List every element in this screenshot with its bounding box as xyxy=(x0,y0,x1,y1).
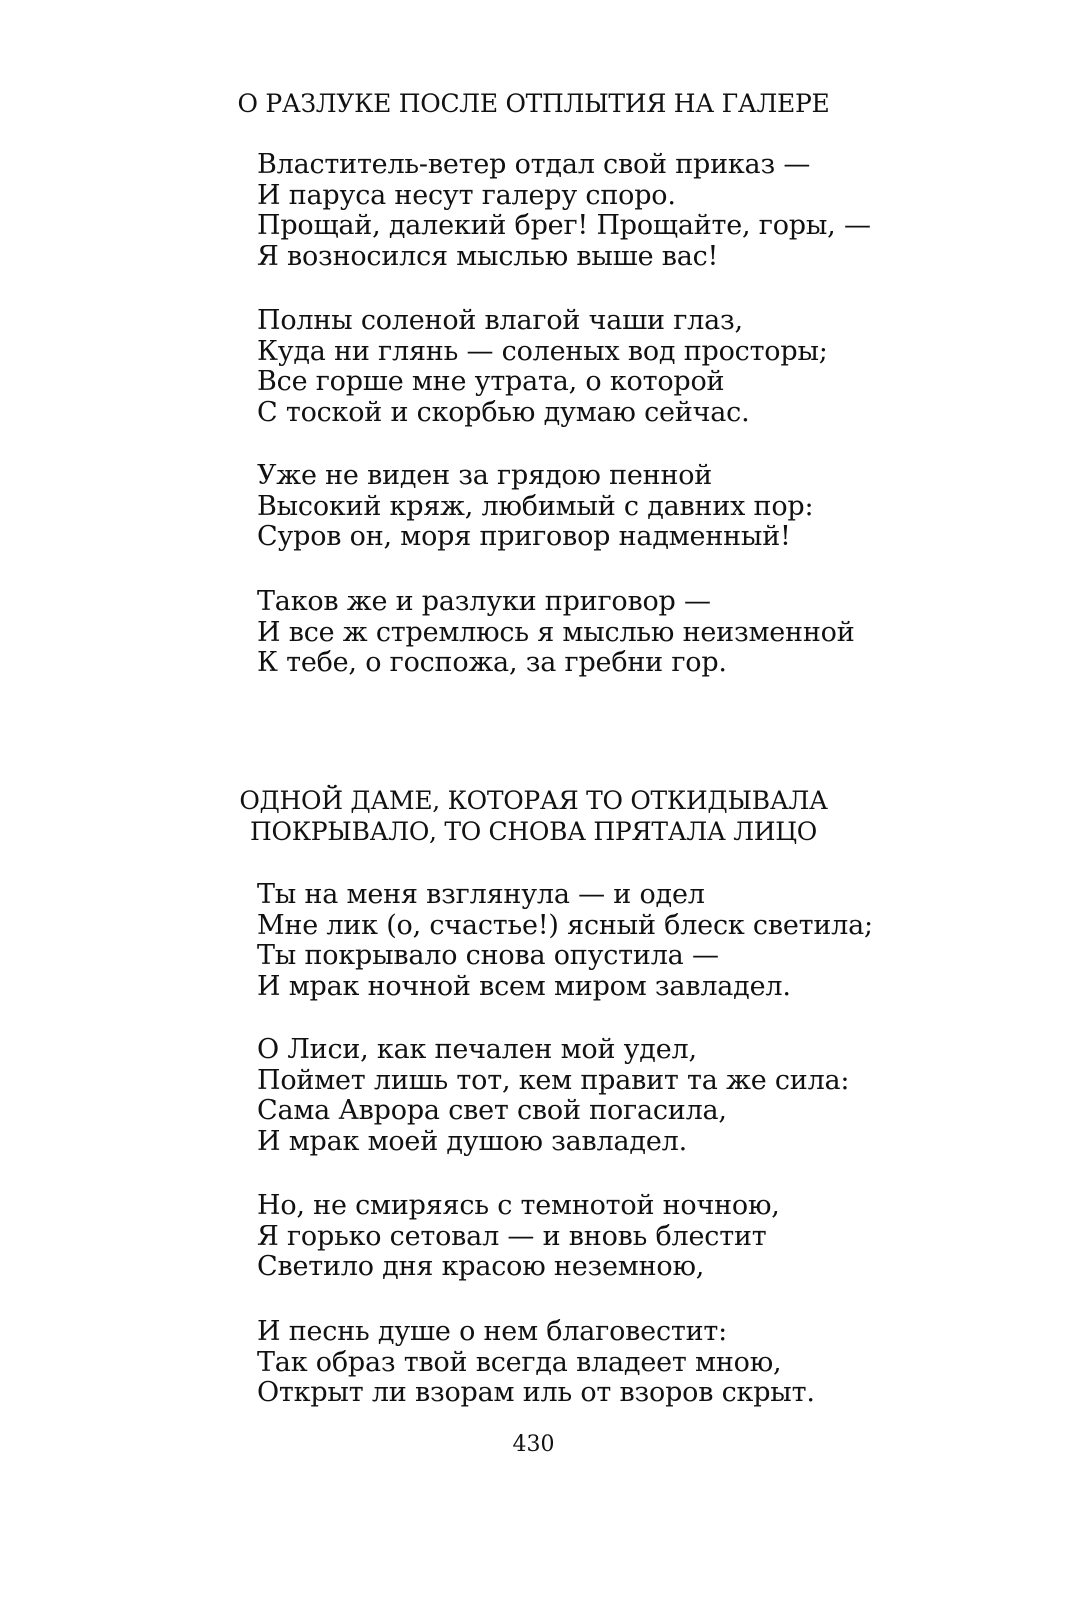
stanza xyxy=(257,1191,780,1283)
stanza xyxy=(257,587,855,679)
verse-line: Поймет лишь тот, кем правит та же сила: xyxy=(257,1064,850,1096)
verse-line: И песнь душе о нем благовестит: xyxy=(257,1316,728,1347)
verse-line: Ты покрывало снова опустила — xyxy=(257,940,719,971)
stanza xyxy=(257,1317,815,1409)
stanza xyxy=(257,880,873,1002)
poem-title xyxy=(150,785,917,847)
verse-line: Открыт ли взорам иль от взоров скрыт. xyxy=(257,1377,815,1408)
verse-line: Куда ни глянь — соленых вод просторы; xyxy=(257,335,828,367)
verse-line: Я горько сетовал — и вновь блестит xyxy=(257,1220,767,1252)
poem-title-line: ОДНОЙ ДАМЕ, КОТОРАЯ ТО ОТКИДЫВАЛА xyxy=(239,786,828,815)
stanza xyxy=(257,461,813,553)
verse-line: О Лиси, как печален мой удел, xyxy=(257,1034,697,1065)
stanza xyxy=(257,306,828,428)
verse-line: Ты на меня взглянула — и одел xyxy=(257,879,705,910)
verse-line: Полны соленой влагой чаши глаз, xyxy=(257,305,743,336)
verse-line: Высокий кряж, любимый с давних пор: xyxy=(257,490,814,522)
verse-line: С тоской и скорбью думаю сейчас. xyxy=(257,396,750,428)
verse-line: Я возносился мыслью выше вас! xyxy=(257,240,719,272)
stanza xyxy=(257,150,871,272)
verse-line: Таков же и разлуки приговор — xyxy=(257,586,711,617)
poem-title-line: О РАЗЛУКЕ ПОСЛЕ ОТПЛЫТИЯ НА ГАЛЕРЕ xyxy=(237,89,830,118)
verse-line: И паруса несут галеру споро. xyxy=(257,179,676,211)
verse-line: Светило дня красою неземною, xyxy=(257,1251,705,1282)
verse-line: Сама Аврора свет свой погасила, xyxy=(257,1095,727,1126)
verse-line: Уже не виден за грядою пенной xyxy=(257,460,713,491)
verse-line: Властитель-ветер отдал свой приказ — xyxy=(257,149,811,180)
verse-line: Но, не смиряясь с темнотой ночною, xyxy=(257,1190,780,1221)
verse-line: Мне лик (о, счастье!) ясный блеск светила; xyxy=(257,909,873,941)
verse-line: И мрак ночной всем миром завладел. xyxy=(257,970,791,1002)
verse-line: Все горше мне утрата, о которой xyxy=(257,366,725,397)
poem-title xyxy=(150,88,917,119)
poem-title-line: ПОКРЫВАЛО, ТО СНОВА ПРЯТАЛА ЛИЦО xyxy=(250,817,817,846)
verse-line: Так образ твой всегда владеет мною, xyxy=(257,1346,782,1378)
verse-line: Суров он, моря приговор надменный! xyxy=(257,521,791,552)
verse-line: И все ж стремлюсь я мыслью неизменной xyxy=(257,616,855,648)
verse-line: К тебе, о госпожа, за гребни гор. xyxy=(257,647,727,678)
page-number: 430 xyxy=(512,1432,555,1457)
verse-line: Прощай, далекий брег! Прощайте, горы, — xyxy=(257,210,871,241)
verse-line: И мрак моей душою завладел. xyxy=(257,1125,687,1157)
stanza xyxy=(257,1035,849,1157)
